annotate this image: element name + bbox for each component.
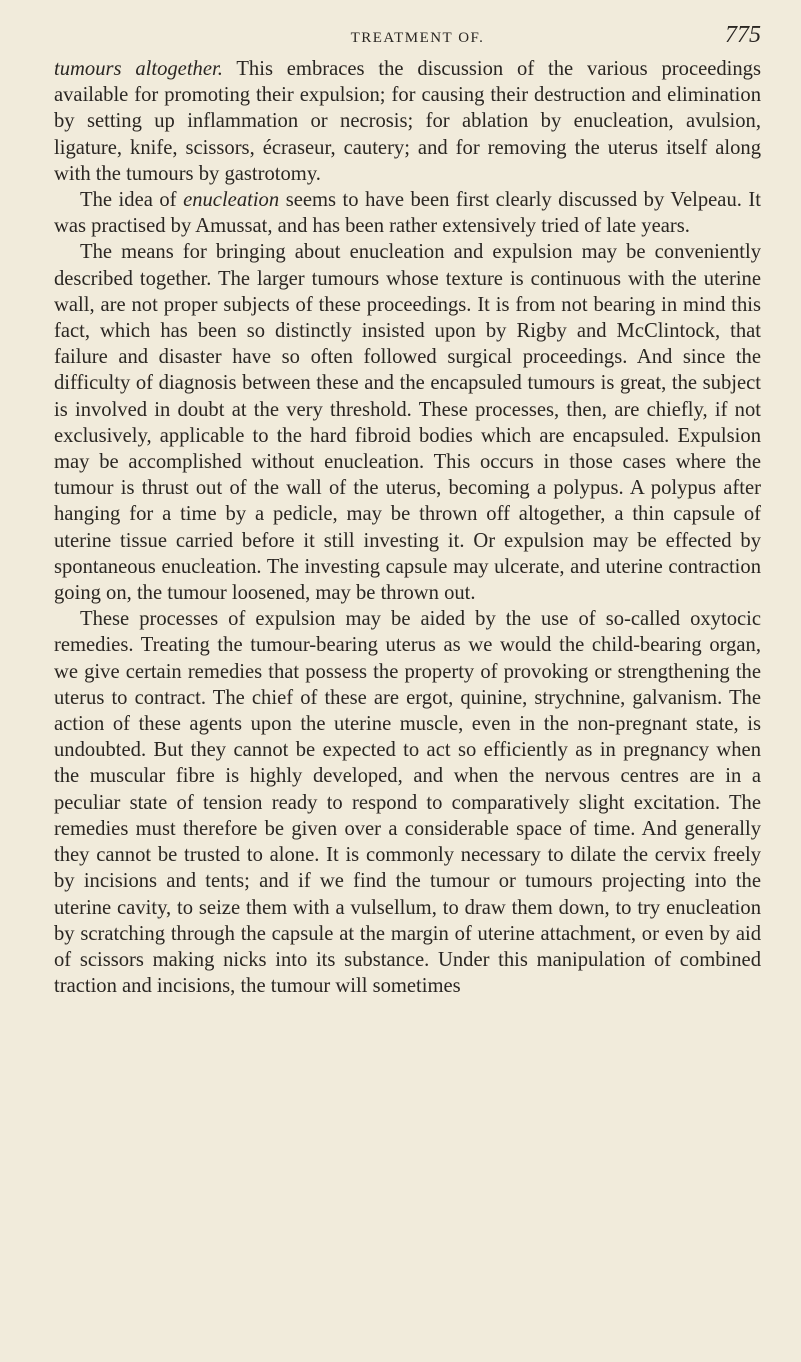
body-text [54, 56, 761, 999]
page-header [54, 14, 761, 56]
paragraph-2-after: seems to have been first clearly discussed by Velpeau. It was practised by Amussat, and has been rather extensively tried of late years. [54, 189, 761, 238]
paragraph-2 [54, 187, 761, 239]
page-number: 775 [725, 22, 761, 48]
paragraph-2-before: The idea of [80, 189, 184, 212]
paragraph-3: The means for bringing about enucleation and expulsion may be conveniently described together. The larger tumours whose texture is continuous with the uterine wall, are not proper subjects of these proceedings. It is from not bearing in mind this fact, which has been so distinctly insisted upon by Rigby and McClintock, that failure and disaster have so often followed surgical proceedings. And since the difficulty of diagnosis between these and the encapsuled tumours is great, the subject is involved in doubt at the very threshold. These processes, then, are chiefly, if not exclusively, applicable to the hard fibroid bodies which are encapsuled. Expulsion may be accomplished without enucleation. This occurs in those cases where the tumour is thrust out of the wall of the uterus, becoming a polypus. A polypus after hanging for a time by a pedicle, may be thrown off altogether, a thin capsule of uterine tissue carried before it still investing it. Or expulsion may be effected by spontaneous enucleation. The investing capsule may ulcerate, and uterine contraction going on, the tumour loosened, may be thrown out. [54, 241, 761, 605]
running-head: TREATMENT OF. [350, 30, 485, 46]
paragraph-1-italic-lead: tumours altogether. [54, 58, 223, 80]
paragraph-1 [54, 56, 761, 187]
paragraph-1-text: This embraces the discussion of the various proceedings available for promoting their expulsion; for causing their destruction and elimination by setting up inflammation or necrosis; for ablation by enucleation, avulsion, ligature, knife, scissors, écraseur, cautery; and for removing the uterus itself along with the tumours by gastrotomy. [54, 58, 761, 185]
paragraph-2-italic-term: enucleation [183, 189, 280, 212]
paragraph-4: These processes of expulsion may be aided by the use of so-called oxytocic remedies. Treating the tumour-bearing uterus as we would the child-bearing organ, we give certain remedies that possess the property of provoking or strengthening the uterus to contract. The chief of these are ergot, quinine, strychnine, galvanism. The action of these agents upon the uterine muscle, even in the non-pregnant state, is undoubted. But they cannot be expected to act so efficiently as in pregnancy when the muscular fibre is highly developed, and when the nervous centres are in a peculiar state of tension ready to respond to comparatively slight excitation. The remedies must therefore be given over a considerable space of time. And generally they cannot be trusted to alone. It is commonly necessary to dilate the cervix freely by incisions and tents; and if we find the tumour or tumours projecting into the uterine cavity, to seize them with a vulsellum, to draw them down, to try enucleation by scratching through the capsule at the margin of uterine attachment, or even by aid of scissors making nicks into its substance. Under this manipulation of combined traction and incisions, the tumour will sometimes [54, 608, 761, 998]
